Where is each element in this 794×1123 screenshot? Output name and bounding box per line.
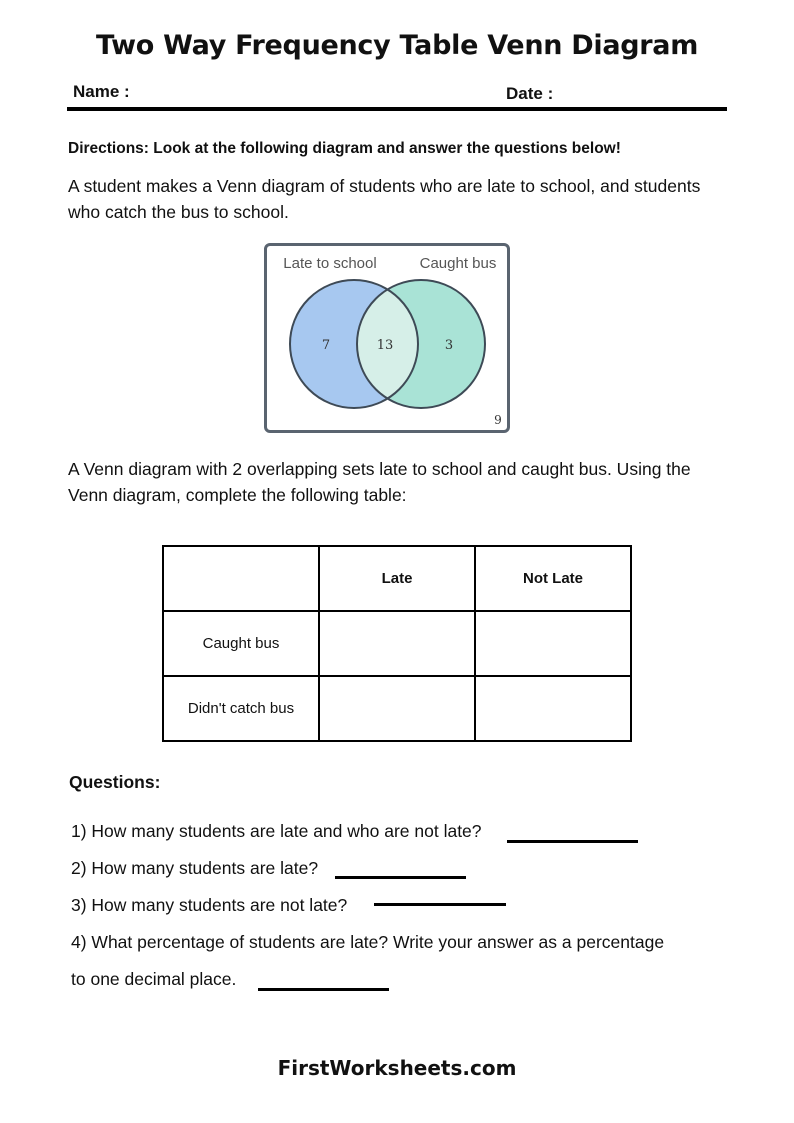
question-1: 1) How many students are late and who are not late? (71, 821, 482, 841)
table-header-row (163, 546, 631, 611)
frequency-table (162, 545, 632, 742)
col-header-late: Late (319, 546, 475, 611)
intro-text: A student makes a Venn diagram of students who are late to school, and students who catch the bus to school. (68, 176, 701, 222)
question-4: 4) What percentage of students are late? Write your answer as a percentage (71, 932, 665, 952)
answer-cell[interactable] (475, 611, 631, 676)
answer-blank-4[interactable] (258, 988, 389, 991)
header-divider (67, 107, 727, 111)
row-label-caught-bus: Caught bus (163, 611, 319, 676)
name-label: Name : (73, 82, 130, 101)
table-row (163, 676, 631, 741)
page-title: Two Way Frequency Table Venn Diagram (95, 30, 699, 61)
directions-text: Directions: Look at the following diagram and answer the questions below! (68, 140, 621, 157)
question-3: 3) How many students are not late? (71, 895, 348, 915)
venn-value-neither: 9 (494, 413, 502, 427)
question-4-continued: to one decimal place. (71, 969, 237, 989)
answer-blank-2[interactable] (335, 876, 466, 879)
venn-value-only-late: 7 (321, 338, 331, 353)
question-2: 2) How many students are late? (71, 858, 319, 878)
venn-label-late: Late to school (283, 255, 377, 272)
answer-blank-3[interactable] (374, 903, 506, 906)
venn-value-only-bus: 3 (444, 338, 454, 353)
venn-caption: A Venn diagram with 2 overlapping sets late to school and caught bus. Using the Venn diagram, complete the following table: (68, 459, 691, 505)
date-label: Date : (506, 84, 554, 103)
table-row (163, 611, 631, 676)
answer-blank-1[interactable] (507, 840, 638, 843)
answer-cell[interactable] (475, 676, 631, 741)
table-corner-cell (163, 546, 319, 611)
answer-cell[interactable] (319, 676, 475, 741)
venn-diagram (264, 243, 510, 433)
row-label-didnt-catch-bus: Didn't catch bus (163, 676, 319, 741)
venn-value-both: 13 (376, 338, 394, 353)
answer-cell[interactable] (319, 611, 475, 676)
venn-label-bus: Caught bus (419, 255, 497, 272)
footer-brand: FirstWorksheets.com (277, 1056, 517, 1080)
col-header-not-late: Not Late (475, 546, 631, 611)
questions-heading: Questions: (69, 772, 161, 792)
